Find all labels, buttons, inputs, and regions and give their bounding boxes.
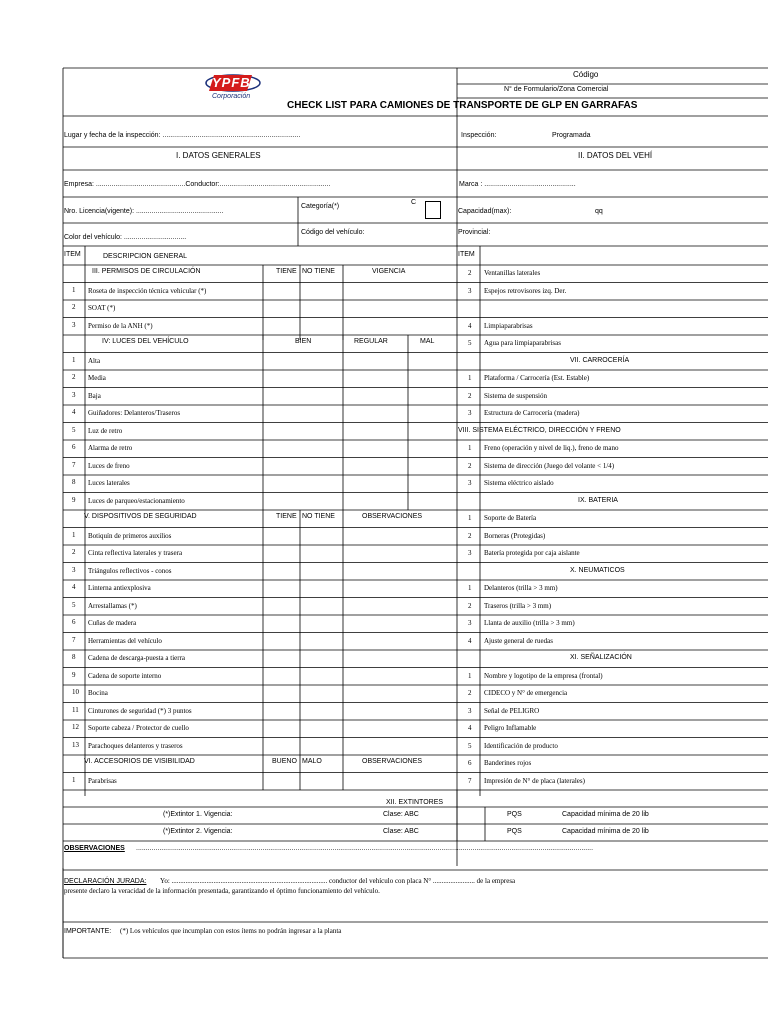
luces-row-text: Baja bbox=[88, 391, 101, 400]
luces-row-num: 2 bbox=[72, 373, 76, 381]
right-row-text: Borneras (Protegidas) bbox=[484, 531, 546, 540]
luces-row-cell[interactable] bbox=[408, 475, 457, 493]
luces-row-text: Alarma de retro bbox=[88, 444, 133, 452]
seguridad-row-text: Soporte cabeza / Protector de cuello bbox=[88, 724, 189, 732]
luces-row-num: 5 bbox=[72, 425, 76, 434]
seguridad-row-cell[interactable] bbox=[343, 580, 457, 598]
right-row-cell[interactable] bbox=[668, 633, 768, 651]
right-row-num: 2 bbox=[468, 461, 472, 470]
seguridad-col-0: TIENE bbox=[276, 513, 297, 520]
seguridad-row-num: 2 bbox=[72, 548, 76, 556]
right-row-cell[interactable] bbox=[668, 738, 768, 756]
seguridad-row-cell[interactable] bbox=[343, 528, 457, 546]
seguridad-row-cell[interactable] bbox=[300, 738, 343, 756]
seguridad-row-cell[interactable] bbox=[300, 650, 343, 668]
bateria-title: IX. BATERIA bbox=[578, 496, 618, 504]
seguridad-row-num: 6 bbox=[72, 618, 76, 626]
luces-row-cell[interactable] bbox=[263, 388, 343, 406]
right-row-cell[interactable] bbox=[668, 405, 768, 423]
right-row-num: 1 bbox=[468, 514, 472, 522]
extintor-tipo: PQS bbox=[507, 828, 522, 835]
luces-row-text: Alta bbox=[88, 356, 101, 365]
permisos-row-cell[interactable] bbox=[263, 300, 300, 318]
lugar-fecha-field[interactable]: Lugar y fecha de la inspección: ....................................................................... bbox=[64, 132, 301, 139]
luces-row-cell[interactable] bbox=[343, 423, 408, 441]
seguridad-row-num: 4 bbox=[72, 583, 76, 591]
inspeccion-value: Programada bbox=[552, 132, 591, 139]
seguridad-row-cell[interactable] bbox=[300, 633, 343, 651]
extintor-capacidad: Capacidad mínima de 20 lib bbox=[562, 811, 649, 818]
luces-row-num: 8 bbox=[72, 478, 76, 486]
luces-row-cell[interactable] bbox=[263, 353, 343, 371]
visibilidad-col-0: BUENO bbox=[272, 758, 297, 765]
extintor-label: (*)Extintor 1. Vigencia: bbox=[163, 811, 233, 818]
extintor-vigencia-field[interactable] bbox=[255, 807, 375, 824]
right-row-num: 3 bbox=[468, 286, 472, 295]
luces-row-text: Luz de retro bbox=[88, 426, 123, 435]
extintor-vigencia-field[interactable] bbox=[255, 824, 375, 841]
importante-label: IMPORTANTE: bbox=[64, 928, 112, 935]
extintor-clase: Clase: ABC bbox=[383, 811, 419, 818]
right-row-text: Agua para limpiaparabrisas bbox=[484, 339, 561, 347]
right-row-num: 4 bbox=[468, 321, 472, 330]
right-row-text: Ventanillas laterales bbox=[484, 269, 541, 277]
right-row-num: 1 bbox=[468, 444, 472, 452]
marca-field[interactable]: Marca : ............................................... bbox=[459, 181, 576, 188]
seguridad-row-text: Triángulos reflectivos - conos bbox=[88, 566, 172, 575]
luces-row-cell[interactable] bbox=[263, 440, 343, 458]
luces-row-cell[interactable] bbox=[408, 423, 457, 441]
seguridad-row-text: Cadena de descarga-puesta a tierra bbox=[88, 654, 186, 662]
right-row-num: 2 bbox=[468, 391, 472, 400]
permisos-col-1: NO TIENE bbox=[302, 268, 335, 275]
seguridad-col-2: OBSERVACIONES bbox=[362, 513, 423, 520]
logo-text: YPFB bbox=[212, 75, 251, 90]
luces-row-cell[interactable] bbox=[408, 405, 457, 423]
seguridad-row-num: 11 bbox=[72, 705, 79, 714]
datos-vehiculo-title: II. DATOS DEL VEHÍ bbox=[578, 151, 653, 160]
permisos-row-cell[interactable] bbox=[300, 318, 343, 336]
right-row-text: Sistema eléctrico aislado bbox=[484, 479, 554, 487]
right-row-num: 2 bbox=[468, 689, 472, 697]
right-row-num: 5 bbox=[468, 741, 472, 750]
seguridad-row-cell[interactable] bbox=[300, 563, 343, 581]
seguridad-row-num: 10 bbox=[72, 688, 79, 696]
right-row-text: Sistema de dirección (Juego del volante < 1/4) bbox=[484, 461, 615, 470]
seguridad-row-text: Parachoques delanteros y traseros bbox=[88, 741, 183, 750]
seguridad-row-num: 12 bbox=[72, 723, 79, 731]
permisos-row-text: Roseta de inspección técnica vehicular (*) bbox=[88, 286, 207, 295]
inspeccion-label: Inspección: bbox=[461, 132, 497, 139]
permisos-row-cell[interactable] bbox=[263, 283, 300, 301]
observaciones-field[interactable]: ........................................................................................................................................................................................................................................... bbox=[136, 845, 594, 852]
codigo-vehiculo-label: Código del vehículo: bbox=[301, 229, 365, 236]
luces-row-cell[interactable] bbox=[408, 370, 457, 388]
categoria-c-label: C bbox=[411, 199, 417, 206]
right-row-text: Peligro Inflamable bbox=[484, 724, 537, 732]
luces-row-num: 3 bbox=[72, 390, 76, 399]
right-row-num: 7 bbox=[468, 776, 472, 785]
seguridad-row-text: Cadena de soporte interno bbox=[88, 671, 162, 680]
luces-row-cell[interactable] bbox=[343, 353, 408, 371]
seguridad-row-text: Herramientas del vehículo bbox=[88, 636, 162, 645]
right-row-cell[interactable] bbox=[668, 580, 768, 598]
categoria-checkbox[interactable] bbox=[425, 201, 441, 219]
declaracion-line2: presente declaro la veracidad de la información presentada, garantizando el óptimo funcionamiento del vehículo. bbox=[64, 887, 380, 895]
datos-generales-title: I. DATOS GENERALES bbox=[176, 151, 261, 160]
seguridad-row-cell[interactable] bbox=[263, 685, 300, 703]
right-row-cell[interactable] bbox=[668, 703, 768, 721]
seguridad-row-text: Cuñas de madera bbox=[88, 619, 137, 627]
luces-row-cell[interactable] bbox=[408, 388, 457, 406]
seguridad-row-cell[interactable] bbox=[263, 528, 300, 546]
seguridad-row-cell[interactable] bbox=[300, 528, 343, 546]
capacidad-unit: qq bbox=[595, 208, 603, 215]
permisos-col-2: VIGENCIA bbox=[372, 268, 406, 275]
provincial-label: Provincial: bbox=[458, 229, 491, 236]
luces-row-cell[interactable] bbox=[343, 493, 408, 511]
seguridad-row-text: Linterna antiexplosiva bbox=[88, 584, 151, 592]
right-row-num: 3 bbox=[468, 409, 472, 417]
right-row-text: Limpiaparabrisas bbox=[484, 321, 533, 330]
extintor-label: (*)Extintor 2. Vigencia: bbox=[163, 828, 233, 835]
extintor-capacidad: Capacidad mínima de 20 lib bbox=[562, 828, 649, 835]
logo-subtext: Corporación bbox=[212, 93, 251, 100]
seguridad-row-cell[interactable] bbox=[300, 615, 343, 633]
luces-row-cell[interactable] bbox=[408, 493, 457, 511]
right-row-cell[interactable] bbox=[668, 370, 768, 388]
luces-row-cell[interactable] bbox=[408, 458, 457, 476]
right-row-text: Freno (operación y nivel de liq.), freno de mano bbox=[484, 444, 619, 452]
permisos-row-cell[interactable] bbox=[300, 300, 343, 318]
luces-row-text: Guiñadores: Delanteros/Traseros bbox=[88, 409, 181, 417]
visibilidad-row-cell[interactable] bbox=[300, 773, 343, 791]
descripcion-header: DESCRIPCION GENERAL bbox=[103, 253, 188, 260]
visibilidad-col-1: MALO bbox=[302, 758, 322, 765]
seguridad-row-cell[interactable] bbox=[300, 598, 343, 616]
permisos-row-num: 1 bbox=[72, 285, 76, 294]
seguridad-row-cell[interactable] bbox=[263, 563, 300, 581]
luces-row-num: 6 bbox=[72, 443, 76, 451]
right-row-num: 3 bbox=[468, 549, 472, 557]
permisos-row-text: SOAT (*) bbox=[88, 304, 116, 312]
right-row-text: Señal de PELIGRO bbox=[484, 706, 540, 715]
seguridad-row-cell[interactable] bbox=[263, 580, 300, 598]
item-header-right: ITEM bbox=[458, 251, 475, 258]
right-row-cell[interactable] bbox=[668, 685, 768, 703]
luces-row-num: 1 bbox=[72, 355, 76, 364]
seguridad-col-1: NO TIENE bbox=[302, 513, 335, 520]
luces-col-0: BIEN bbox=[295, 338, 312, 345]
right-row-cell[interactable] bbox=[668, 720, 768, 738]
seguridad-row-num: 5 bbox=[72, 600, 76, 609]
seguridad-row-text: Botiquín de primeros auxilios bbox=[88, 531, 172, 540]
luces-row-cell[interactable] bbox=[263, 493, 343, 511]
visibilidad-row-cell[interactable] bbox=[343, 773, 457, 791]
seguridad-row-cell[interactable] bbox=[343, 563, 457, 581]
seguridad-row-cell[interactable] bbox=[263, 738, 300, 756]
luces-row-cell[interactable] bbox=[263, 370, 343, 388]
luces-row-cell[interactable] bbox=[343, 388, 408, 406]
importante-text: (*) Los vehículos que incumplan con estos ítems no podrán ingresar a la planta bbox=[120, 927, 342, 935]
permisos-row-cell[interactable] bbox=[263, 318, 300, 336]
right-row-num: 3 bbox=[468, 706, 472, 715]
right-row-text: Impresión de N° de placa (laterales) bbox=[484, 776, 585, 785]
right-row-cell[interactable] bbox=[668, 440, 768, 458]
permisos-row-cell[interactable] bbox=[343, 283, 457, 301]
seguridad-row-cell[interactable] bbox=[263, 668, 300, 686]
permisos-row-num: 2 bbox=[72, 303, 76, 311]
right-row-text: Delanteros (trilla > 3 mm) bbox=[484, 584, 558, 592]
codigo-label: Código bbox=[573, 70, 599, 79]
right-row-cell[interactable] bbox=[668, 755, 768, 773]
luces-row-cell[interactable] bbox=[343, 458, 408, 476]
right-row-num: 1 bbox=[468, 671, 472, 680]
seguridad-row-cell[interactable] bbox=[263, 703, 300, 721]
seguridad-row-cell[interactable] bbox=[263, 650, 300, 668]
right-row-num: 2 bbox=[468, 531, 472, 540]
right-row-num: 3 bbox=[468, 619, 472, 627]
right-row-cell[interactable] bbox=[668, 335, 768, 353]
right-row-text: Traseros (trilla > 3 mm) bbox=[484, 601, 552, 610]
declaracion-line1: Yo: ......................................................................................... conductor del vehículo con placa N° ........................ de la empresa bbox=[160, 877, 516, 885]
right-row-num: 2 bbox=[468, 269, 472, 277]
right-row-num: 4 bbox=[468, 636, 472, 645]
permisos-row-num: 3 bbox=[72, 320, 76, 329]
seguridad-row-num: 7 bbox=[72, 635, 76, 644]
seguridad-row-text: Arrestallamas (*) bbox=[88, 601, 137, 610]
seguridad-row-cell[interactable] bbox=[263, 633, 300, 651]
luces-row-text: Media bbox=[88, 374, 106, 382]
right-row-text: Plataforma / Carrocería (Est. Estable) bbox=[484, 374, 590, 382]
luces-row-text: Luces de freno bbox=[88, 461, 130, 470]
permisos-row-text: Permiso de la ANH (*) bbox=[88, 321, 153, 330]
seguridad-row-cell[interactable] bbox=[263, 598, 300, 616]
luces-row-num: 7 bbox=[72, 460, 76, 469]
extintor-tipo: PQS bbox=[507, 811, 522, 818]
seguridad-row-cell[interactable] bbox=[343, 633, 457, 651]
right-row-text: Batería protegida por caja aislante bbox=[484, 549, 580, 557]
right-row-cell[interactable] bbox=[668, 510, 768, 528]
seguridad-row-text: Cinturones de seguridad (*) 3 puntos bbox=[88, 706, 192, 715]
right-row-text: Ajuste general de ruedas bbox=[484, 636, 553, 645]
neumaticos-title: X. NEUMATICOS bbox=[570, 566, 625, 574]
seguridad-row-text: Bocina bbox=[88, 689, 108, 697]
right-row-num: 1 bbox=[468, 584, 472, 592]
luces-row-cell[interactable] bbox=[263, 423, 343, 441]
luces-row-cell[interactable] bbox=[343, 370, 408, 388]
right-row-num: 2 bbox=[468, 601, 472, 610]
right-row-cell[interactable] bbox=[668, 388, 768, 406]
luces-row-cell[interactable] bbox=[263, 475, 343, 493]
seguridad-row-text: Cinta reflectiva laterales y trasera bbox=[88, 549, 183, 557]
permisos-row-cell[interactable] bbox=[343, 300, 457, 318]
right-row-num: 4 bbox=[468, 724, 472, 732]
seguridad-row-num: 1 bbox=[72, 530, 76, 539]
permisos-row-cell[interactable] bbox=[300, 283, 343, 301]
right-row-text: Soporte de Batería bbox=[484, 514, 537, 522]
luces-row-text: Luces laterales bbox=[88, 479, 130, 487]
luces-row-text: Luces de parqueo/estacionamiento bbox=[88, 496, 185, 505]
seguridad-row-cell[interactable] bbox=[343, 720, 457, 738]
luces-col-2: MAL bbox=[420, 338, 435, 345]
right-row-text: CIDECO y N° de emergencia bbox=[484, 689, 568, 697]
seguridad-row-cell[interactable] bbox=[300, 580, 343, 598]
visibilidad-title: VI. ACCESORIOS DE VISIBILIDAD bbox=[84, 758, 195, 765]
carroceria-title: VII. CARROCERÍA bbox=[570, 356, 630, 364]
seguridad-row-cell[interactable] bbox=[343, 685, 457, 703]
declaracion-label: DECLARACIÓN JURADA: bbox=[64, 878, 147, 885]
right-row-cell[interactable] bbox=[668, 475, 768, 493]
luces-row-cell[interactable] bbox=[263, 458, 343, 476]
right-row-text: Identificación de producto bbox=[484, 741, 558, 750]
categoria-label: Categoría(*) bbox=[301, 203, 340, 210]
right-row-text: Llanta de auxilio (trilla > 3 mm) bbox=[484, 619, 575, 627]
right-row-cell[interactable] bbox=[668, 318, 768, 336]
right-row-num: 6 bbox=[468, 759, 472, 767]
seguridad-row-cell[interactable] bbox=[300, 685, 343, 703]
seguridad-row-num: 8 bbox=[72, 653, 76, 661]
seguridad-title: V. DISPOSITIVOS DE SEGURIDAD bbox=[84, 513, 197, 520]
permisos-title: III. PERMISOS DE CIRCULACIÓN bbox=[92, 268, 201, 275]
right-row-num: 5 bbox=[468, 339, 472, 347]
right-row-num: 1 bbox=[468, 374, 472, 382]
seguridad-row-cell[interactable] bbox=[300, 545, 343, 563]
seguridad-row-cell[interactable] bbox=[343, 668, 457, 686]
seguridad-row-cell[interactable] bbox=[300, 668, 343, 686]
luces-row-cell[interactable] bbox=[343, 475, 408, 493]
electrico-title: VIII. SISTEMA ELÉCTRICO, DIRECCIÓN Y FRENO bbox=[458, 426, 621, 434]
seguridad-row-cell[interactable] bbox=[343, 650, 457, 668]
luces-title: IV: LUCES DEL VEHÍCULO bbox=[102, 338, 189, 345]
right-row-cell[interactable] bbox=[668, 773, 768, 791]
color-field[interactable]: Color del vehículo: ................................ bbox=[64, 234, 187, 241]
visibilidad-col-2: OBSERVACIONES bbox=[362, 758, 423, 765]
permisos-row-cell[interactable] bbox=[343, 318, 457, 336]
seguridad-row-cell[interactable] bbox=[343, 598, 457, 616]
right-row-text: Estructura de Carrocería (madera) bbox=[484, 409, 580, 417]
seguridad-row-cell[interactable] bbox=[300, 720, 343, 738]
luces-row-num: 4 bbox=[72, 408, 76, 416]
empresa-conductor-field[interactable]: Empresa: ..............................................Conductor:......................................................... bbox=[64, 181, 331, 188]
right-row-text: Sistema de suspensión bbox=[484, 391, 547, 400]
visibilidad-row-text: Parabrisas bbox=[88, 776, 117, 785]
right-row-num: 3 bbox=[468, 479, 472, 487]
right-row-cell[interactable] bbox=[668, 458, 768, 476]
visibilidad-row-num: 1 bbox=[72, 775, 76, 784]
luces-row-cell[interactable] bbox=[408, 353, 457, 371]
right-row-cell[interactable] bbox=[668, 668, 768, 686]
licencia-field[interactable]: Nro. Licencia(vigente): ............................................. bbox=[64, 208, 224, 215]
permisos-col-0: TIENE bbox=[276, 268, 297, 275]
page-title: CHECK LIST PARA CAMIONES DE TRANSPORTE DE GLP EN GARRAFAS bbox=[287, 100, 638, 111]
observaciones-label: OBSERVACIONES bbox=[64, 845, 125, 852]
extintores-title: XII. EXTINTORES bbox=[386, 799, 444, 806]
seguridad-row-num: 9 bbox=[72, 670, 76, 679]
seguridad-row-cell[interactable] bbox=[263, 545, 300, 563]
luces-row-cell[interactable] bbox=[343, 440, 408, 458]
luces-col-1: REGULAR bbox=[354, 338, 388, 345]
right-row-cell[interactable] bbox=[668, 598, 768, 616]
item-header-left: ITEM bbox=[64, 251, 81, 258]
seguridad-row-cell[interactable] bbox=[343, 615, 457, 633]
right-row-cell[interactable] bbox=[668, 528, 768, 546]
seguridad-row-cell[interactable] bbox=[263, 720, 300, 738]
capacidad-label: Capacidad(max): bbox=[458, 208, 512, 215]
right-row-text: Nombre y logotipo de la empresa (frontal) bbox=[484, 671, 603, 680]
formulario-label: N° de Formulario/Zona Comercial bbox=[504, 86, 609, 93]
seguridad-row-cell[interactable] bbox=[343, 545, 457, 563]
senalizacion-title: XI. SEÑALIZACIÓN bbox=[570, 654, 632, 661]
seguridad-row-cell[interactable] bbox=[343, 703, 457, 721]
seguridad-row-cell[interactable] bbox=[300, 703, 343, 721]
right-row-cell[interactable] bbox=[668, 283, 768, 301]
luces-row-cell[interactable] bbox=[408, 440, 457, 458]
seguridad-row-cell[interactable] bbox=[263, 615, 300, 633]
seguridad-row-cell[interactable] bbox=[343, 738, 457, 756]
right-row-cell[interactable] bbox=[668, 615, 768, 633]
luces-row-cell[interactable] bbox=[343, 405, 408, 423]
ypfb-logo bbox=[200, 72, 270, 104]
visibilidad-row-cell[interactable] bbox=[263, 773, 300, 791]
seguridad-row-num: 3 bbox=[72, 565, 76, 574]
right-row-cell[interactable] bbox=[668, 265, 768, 283]
right-row-cell[interactable] bbox=[668, 545, 768, 563]
right-row-text: Banderines rojos bbox=[484, 759, 532, 767]
extintor-clase: Clase: ABC bbox=[383, 828, 419, 835]
seguridad-row-num: 13 bbox=[72, 740, 79, 749]
luces-row-cell[interactable] bbox=[263, 405, 343, 423]
luces-row-num: 9 bbox=[72, 495, 76, 504]
right-row-text: Espejos retrovisores izq. Der. bbox=[484, 286, 567, 295]
